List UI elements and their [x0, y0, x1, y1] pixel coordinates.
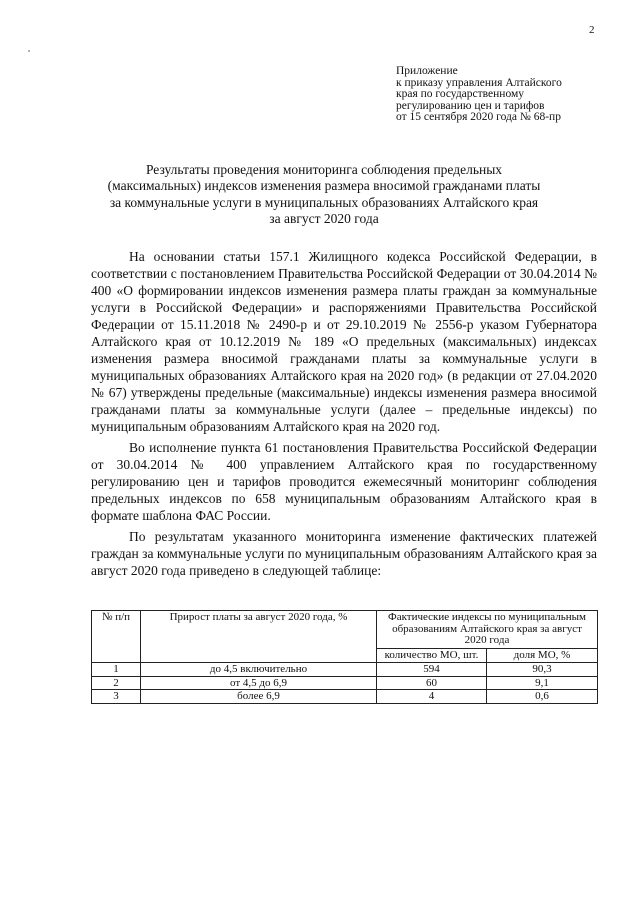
header-share: доля МО, % — [487, 648, 598, 663]
paragraph: Во исполнение пункта 61 постановления Правительства Российской Федерации от 30.04.2014 № 400 управлением Алтайского края по государственному регулированию цен и тарифов проводится ежемесячный мониторинг соблюдения предельных индексов по 658 муниципальным образованиям Алтайского края в формате шаблона ФАС России. — [91, 440, 597, 523]
appendix-line: от 15 сентября 2020 года № 68-пр — [396, 111, 561, 123]
table-row — [92, 690, 598, 704]
paragraph: По результатам указанного мониторинга изменение фактических платежей граждан за коммунальные услуги по муниципальным образованиям Алтайского края за август 2020 года приведено в следующей таблице: — [91, 529, 597, 578]
appendix-line: края по государственному — [396, 88, 524, 100]
cell-growth: до 4,5 включительно — [141, 663, 377, 677]
cell-share: 0,6 — [487, 690, 598, 704]
results-table — [91, 610, 598, 704]
cell-count: 60 — [377, 676, 487, 690]
cell-number: 2 — [92, 676, 141, 690]
title-line: за август 2020 года — [269, 211, 379, 227]
body-text — [91, 248, 597, 583]
title-line: (максимальных) индексов изменения размера вносимой гражданами платы — [107, 178, 541, 194]
header-number: № п/п — [92, 611, 141, 663]
cell-share: 9,1 — [487, 676, 598, 690]
table-row — [92, 663, 598, 677]
cell-number: 1 — [92, 663, 141, 677]
table-header-row — [92, 611, 598, 649]
document-title — [60, 162, 588, 228]
paragraph: На основании статьи 157.1 Жилищного кодекса Российской Федерации, в соответствии с постановлением Правительства Российской Федерации от 30.04.2014 № 400 «О формировании индексов изменения размера платы граждан за коммунальные услуги в Российской Федерации» и распоряжениями Правительства Российской Федерации от 15.11.2018 № 2490-р и от 29.10.2019 № 2556-р указом Губернатора Алтайского края от 10.12.2019 № 189 «О предельных (максимальных) индексах изменения размера вносимой гражданами платы за коммунальные услуги в муниципальных образованиях Алтайского края на 2020 год» (в редакции от 27.04.2020 № 67) утверждены предельные (максимальные) индексы изменения размера вносимой гражданами платы за коммунальные услуги (далее – предельные индексы) по муниципальным образованиям Алтайского края на 2020 год. — [91, 249, 597, 434]
header-actual-indexes: Фактические индексы по муниципальным образованиям Алтайского края за август 2020 года — [377, 611, 598, 649]
appendix-block — [396, 66, 626, 124]
appendix-line: к приказу управления Алтайского — [396, 76, 562, 89]
cell-count: 4 — [377, 690, 487, 704]
cell-number: 3 — [92, 690, 141, 704]
appendix-line: регулированию цен и тарифов — [396, 99, 545, 112]
appendix-line: Приложение — [396, 65, 458, 77]
cell-growth: более 6,9 — [141, 690, 377, 704]
cell-share: 90,3 — [487, 663, 598, 677]
page-number: 2 — [589, 24, 595, 36]
title-line: за коммунальные услуги в муниципальных образованиях Алтайского края — [109, 194, 539, 210]
header-count: количество МО, шт. — [377, 648, 487, 663]
cell-count: 594 — [377, 663, 487, 677]
scan-speck — [28, 50, 30, 52]
table-row — [92, 676, 598, 690]
cell-growth: от 4,5 до 6,9 — [141, 676, 377, 690]
title-line: Результаты проведения мониторинга соблюдения предельных — [145, 162, 503, 177]
header-growth: Прирост платы за август 2020 года, % — [141, 611, 377, 663]
